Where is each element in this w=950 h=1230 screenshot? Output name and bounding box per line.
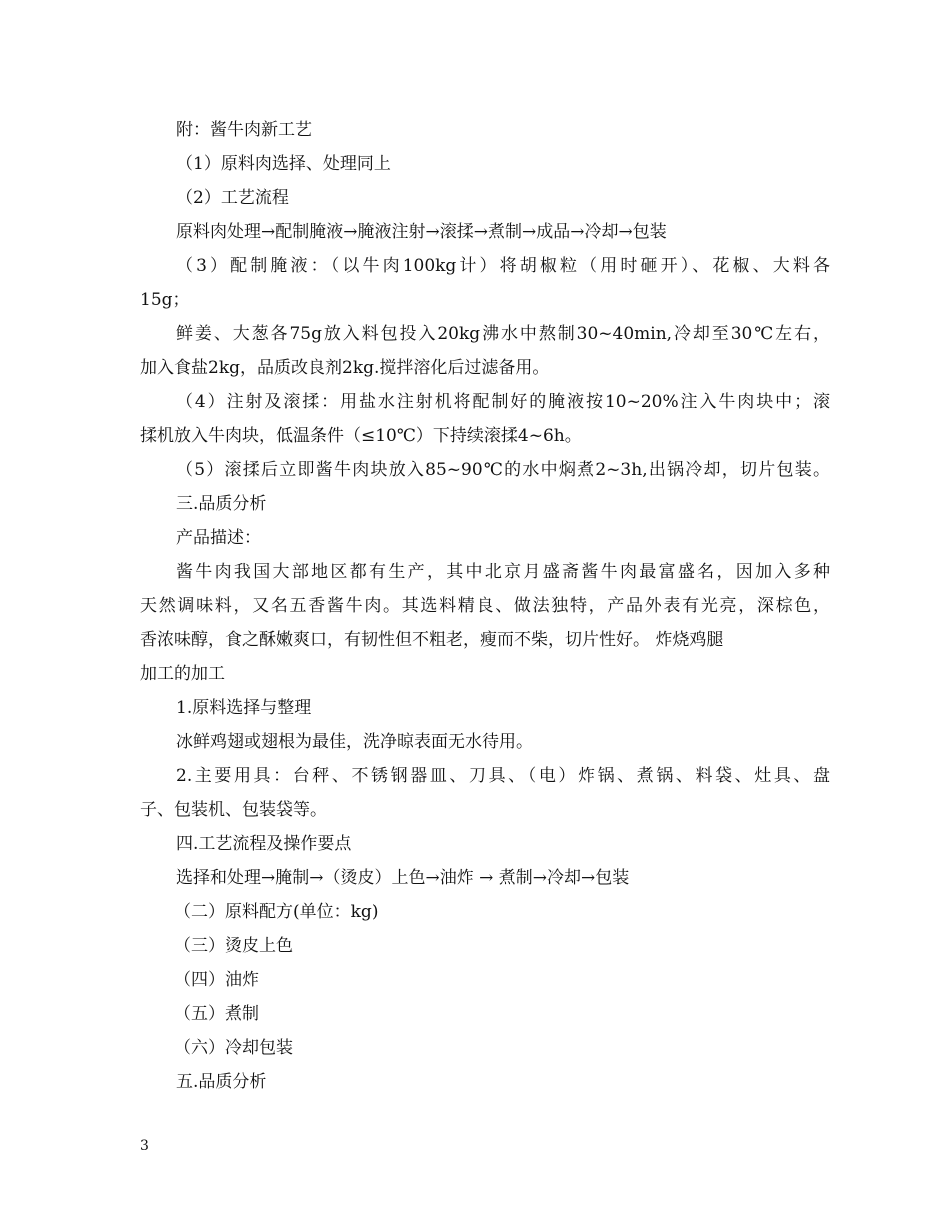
step-3-text-line-1: （3）配制腌液：（以牛肉100kg计）将胡椒粒（用时砸开）、花椒、大料各 [176,256,830,276]
description-paragraph-line-2: 天然调味料，又名五香酱牛肉。其选料精良、做法独特，产品外表有光亮，深棕色， [140,596,830,616]
sub-item-3-heading: （三）烫皮上色 [174,936,293,956]
brine-paragraph-line-1: 鲜姜、大葱各75g放入料包投入20kg沸水中熬制30~40min,冷却至30℃左右， [176,324,830,344]
document-body [140,113,830,1099]
page-number: 3 [140,1138,149,1154]
sub-item-4-heading: （四）油炸 [174,970,259,990]
brine-paragraph-line-2: 加入食盐2kg，品质改良剂2kg.搅拌溶化后过滤备用。 [140,358,550,378]
sub-item-5-heading: （五）煮制 [174,1004,259,1024]
sub-item-6-heading: （六）冷却包装 [174,1038,293,1058]
item-2-text-line-1: 2.主要用具：台秤、不锈钢器皿、刀具、（电）炸锅、煮锅、料袋、灶具、盘 [176,766,830,786]
section-3-heading: 三.品质分析 [176,494,267,514]
sub-item-2-heading: （二）原料配方(单位：kg) [174,902,379,922]
item-1-text: 冰鲜鸡翅或翅根为最佳，洗净晾表面无水待用。 [176,732,533,752]
appendix-heading: 附：酱牛肉新工艺 [176,120,312,140]
description-paragraph-line-1: 酱牛肉我国大部地区都有生产，其中北京月盛斋酱牛肉最富盛名，因加入多种 [176,562,830,582]
description-paragraph-line-3: 香浓味醇，食之酥嫩爽口，有韧性但不粗老，瘦而不柴，切片性好。 炸烧鸡腿 [140,630,724,650]
item-2-text-line-2: 子、包装机、包装袋等。 [140,800,327,820]
section-4-heading: 四.工艺流程及操作要点 [176,834,352,854]
section-5-heading: 五.品质分析 [176,1072,267,1092]
product-description-heading: 产品描述： [176,528,261,548]
description-paragraph-line-4: 加工的加工 [140,664,225,684]
item-1-heading: 1.原料选择与整理 [176,698,312,718]
process-flow-2-text: 选择和处理→腌制→（烫皮）上色→油炸 → 煮制→冷却→包装 [176,868,630,888]
step-3-text-line-2: 15g； [140,290,190,310]
step-1-text: （1）原料肉选择、处理同上 [176,154,391,174]
step-4-text-line-1: （4）注射及滚揉：用盐水注射机将配制好的腌液按10~20%注入牛肉块中；滚 [176,392,830,412]
step-2-text: （2）工艺流程 [176,188,289,208]
step-4-text-line-2: 揉机放入牛肉块，低温条件（≤10℃）下持续滚揉4~6h。 [140,426,582,446]
step-5-text: （5）滚揉后立即酱牛肉块放入85~90℃的水中焖煮2~3h,出锅冷却，切片包装。 [176,460,830,480]
process-flow-text: 原料肉处理→配制腌液→腌液注射→滚揉→煮制→成品→冷却→包装 [176,222,667,242]
